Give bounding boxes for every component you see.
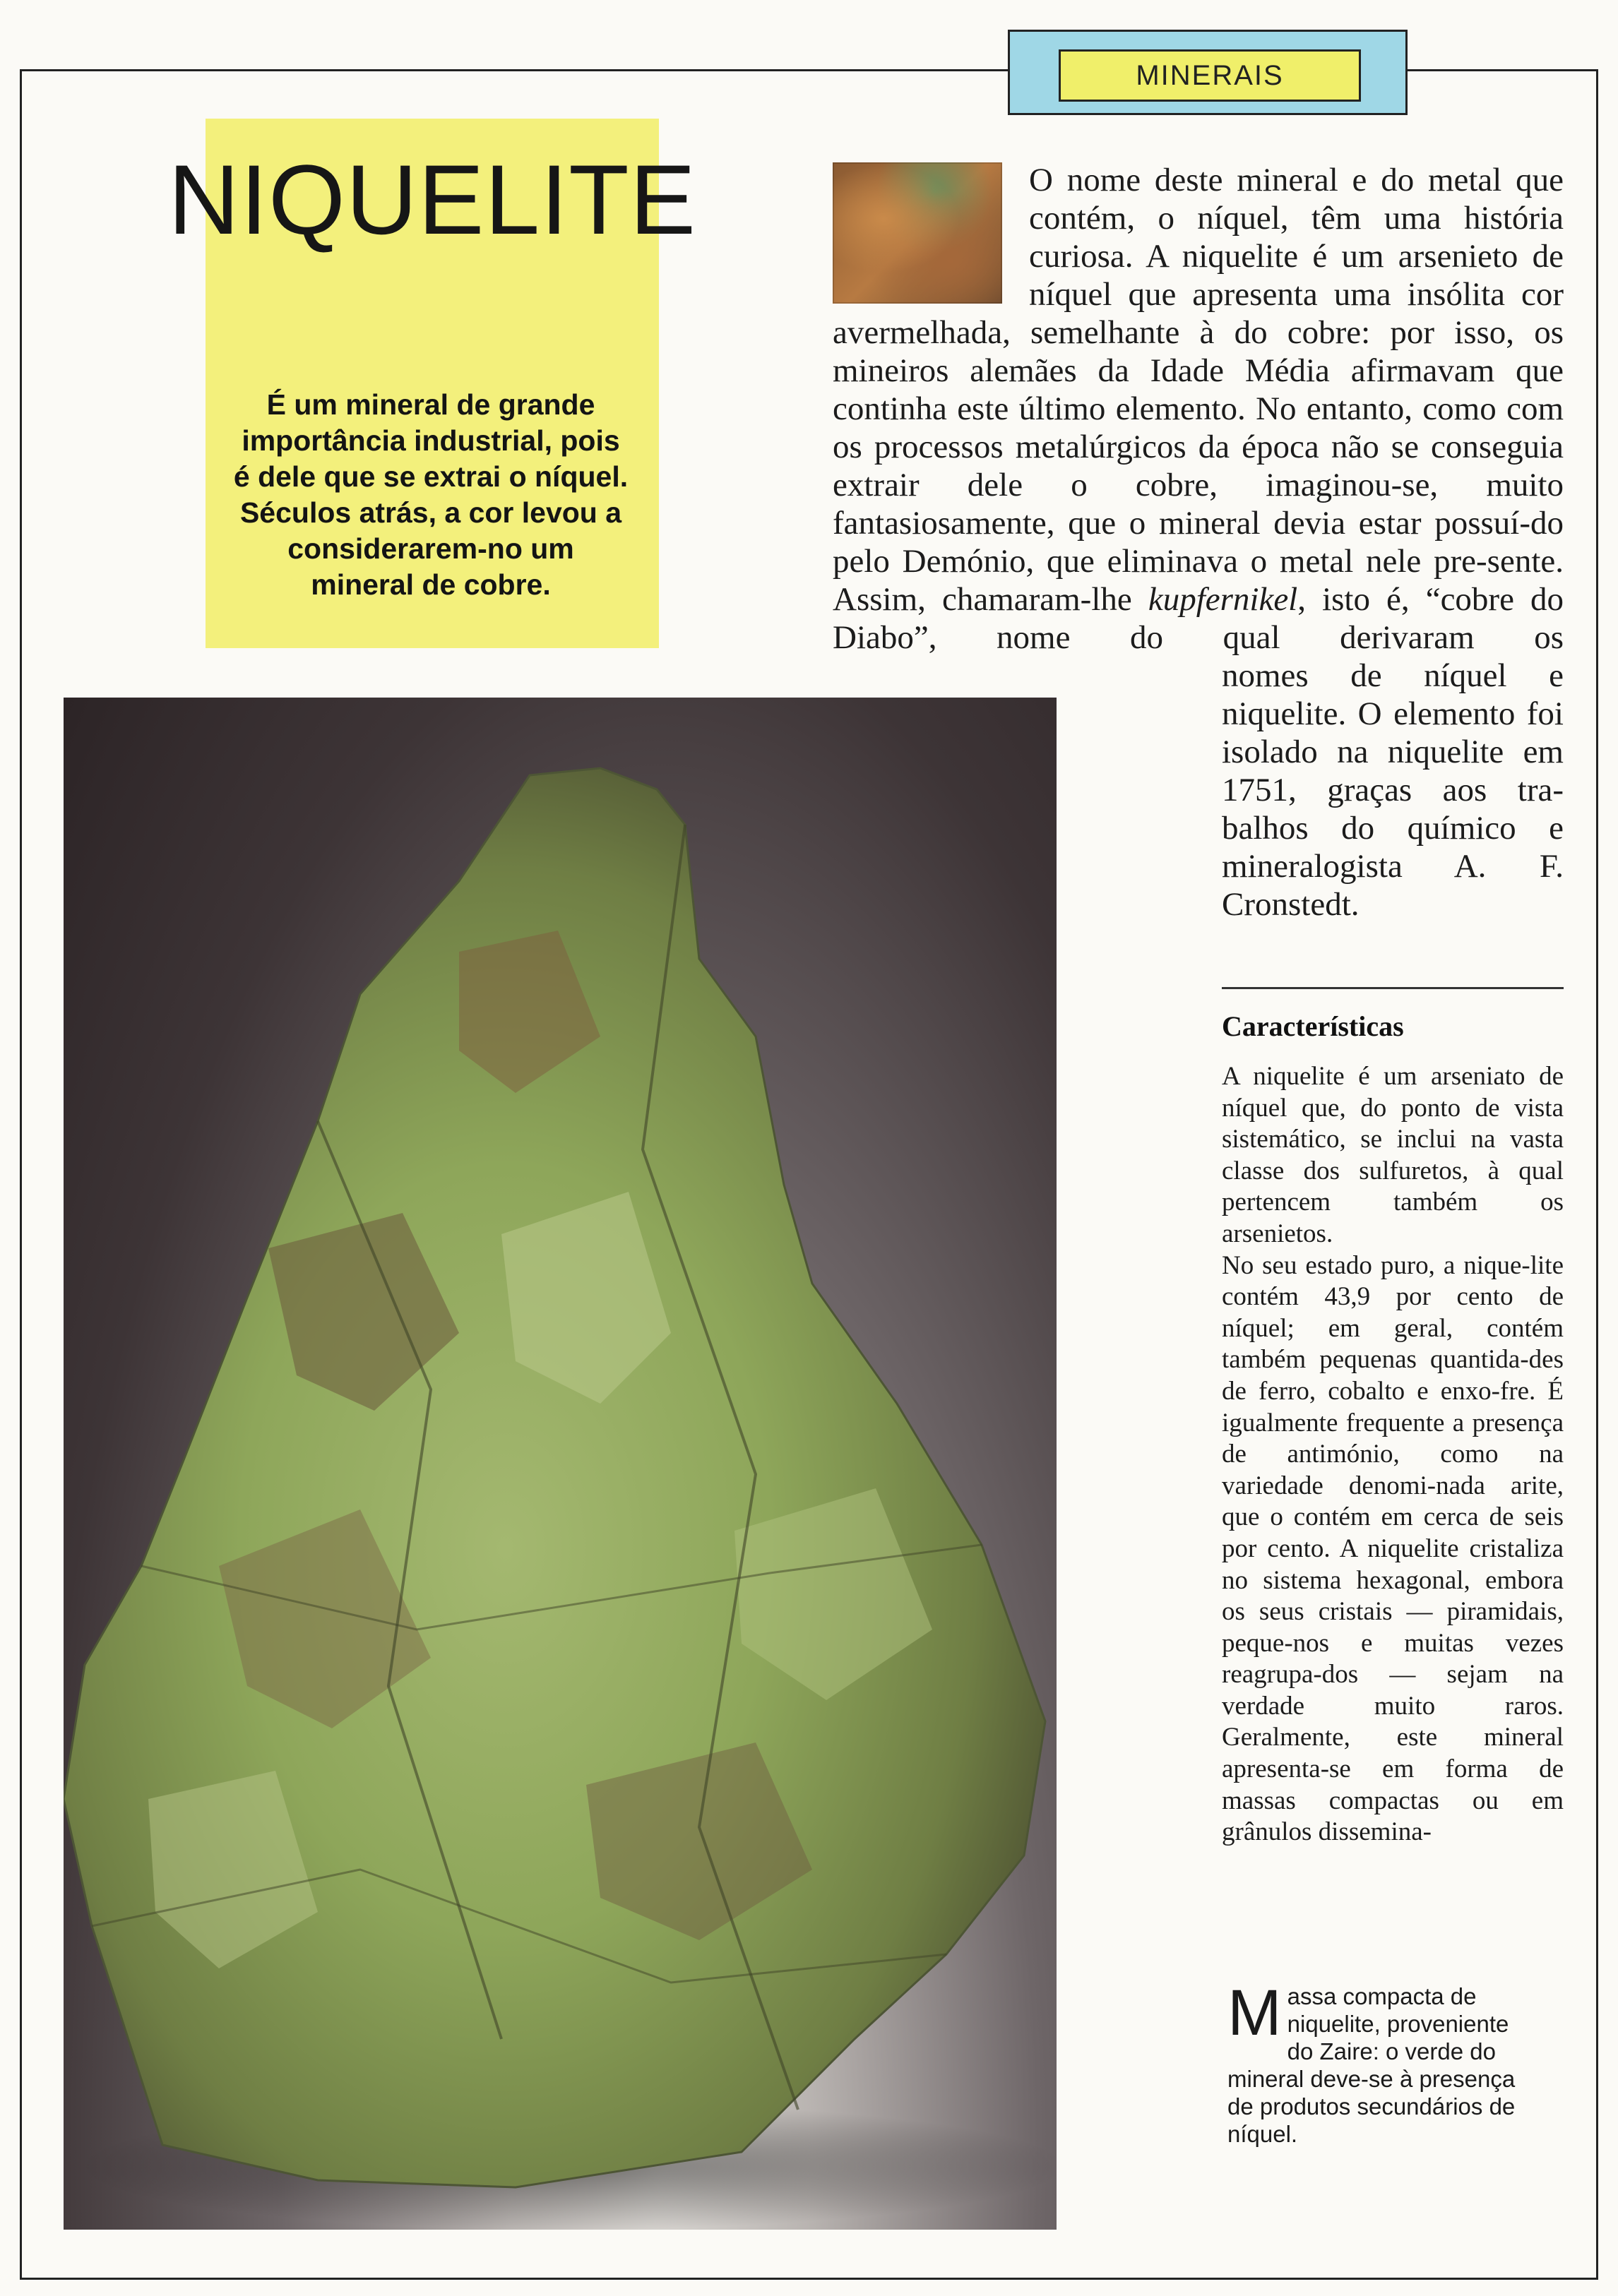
section-divider bbox=[1222, 987, 1564, 989]
frame-left bbox=[20, 69, 22, 2279]
kupfernikel-term: kupfernikel bbox=[1148, 581, 1298, 618]
main-text-narrow: nomes de níquel e niquelite. O elemento foi isolado na niquelite em 1751, graças aos tra-balhos do químico e mineralogista A. F. Cronstedt. bbox=[1222, 657, 1564, 923]
frame-top-right bbox=[1404, 69, 1598, 71]
main-text-wrap bbox=[1029, 161, 1564, 313]
caption-text: assa compacta de niquelite, proveniente do Zaire: o verde do mineral deve-se à presença de produtos secundários de níquel. bbox=[1227, 1983, 1516, 2147]
text-line: níquel que apresenta uma insólita cor bbox=[1029, 276, 1564, 313]
text-line: contém, o níquel, têm uma história bbox=[1029, 200, 1564, 237]
caption-dropcap: M bbox=[1227, 1977, 1282, 2049]
text-line: O nome deste mineral e do metal que bbox=[1029, 162, 1564, 198]
frame-bottom bbox=[20, 2278, 1598, 2280]
mineral-thumbnail-image bbox=[833, 162, 1002, 304]
main-text-part1: avermelhada, semelhante à do cobre: por isso, os mineiros alemães da Idade Média afirmavam que continha este último elemento. No entanto, como com os processos metalúrgicos da época não se conseguia extrair dele o cobre, imaginou-se, muito fantasiosamente, que o mineral devia estar possuí-do pelo Demónio, que eliminava o metal nele pre-sente. Assim, chamaram-lhe bbox=[833, 314, 1564, 618]
main-text-full bbox=[833, 313, 1564, 657]
page-title: NIQUELITE bbox=[168, 144, 697, 255]
characteristics-heading: Características bbox=[1222, 1010, 1404, 1042]
mineral-specimen-illustration bbox=[64, 698, 1057, 2230]
main-text-part2: , isto é, “cobre do Diabo”, nome do qual derivaram os bbox=[833, 581, 1564, 656]
text-line: curiosa. A niquelite é um arsenieto de bbox=[1029, 238, 1564, 275]
frame-right bbox=[1596, 69, 1598, 2279]
frame-top-left bbox=[20, 69, 1009, 71]
characteristics-paragraph-1: A niquelite é um arseniato de níquel que, do ponto de vista sistemático, se inclui na vasta classe dos sulfuretos, à qual pertencem também os arsenietos. bbox=[1222, 1062, 1564, 1248]
intro-text: É um mineral de grande importância industrial, pois é dele que se extrai o níquel. Séculos atrás, a cor levou a considerarem-no um mineral de cobre. bbox=[233, 388, 629, 601]
photo-caption bbox=[1227, 1977, 1524, 2148]
mineral-photo bbox=[64, 698, 1057, 2230]
section-tag: MINERAIS bbox=[1059, 49, 1361, 102]
characteristics-body bbox=[1222, 1061, 1564, 1848]
characteristics-paragraph-2: No seu estado puro, a nique-lite contém 43,9 por cento de níquel; em geral, contém também pequenas quantida-des de ferro, cobalto e enxo-fre. É igualmente frequente a presença de antimónio, como na variedade denomi-nada arite, que o contém em cerca de seis por cento. A niquelite cristaliza no sistema hexagonal, embora os seus cristais — piramidais, peque-nos e muitas vezes reagrupa-dos — sejam na verdade muito raros. Geralmente, este mineral apresenta-se em forma de massas compactas ou em grânulos dissemina- bbox=[1222, 1250, 1564, 1847]
